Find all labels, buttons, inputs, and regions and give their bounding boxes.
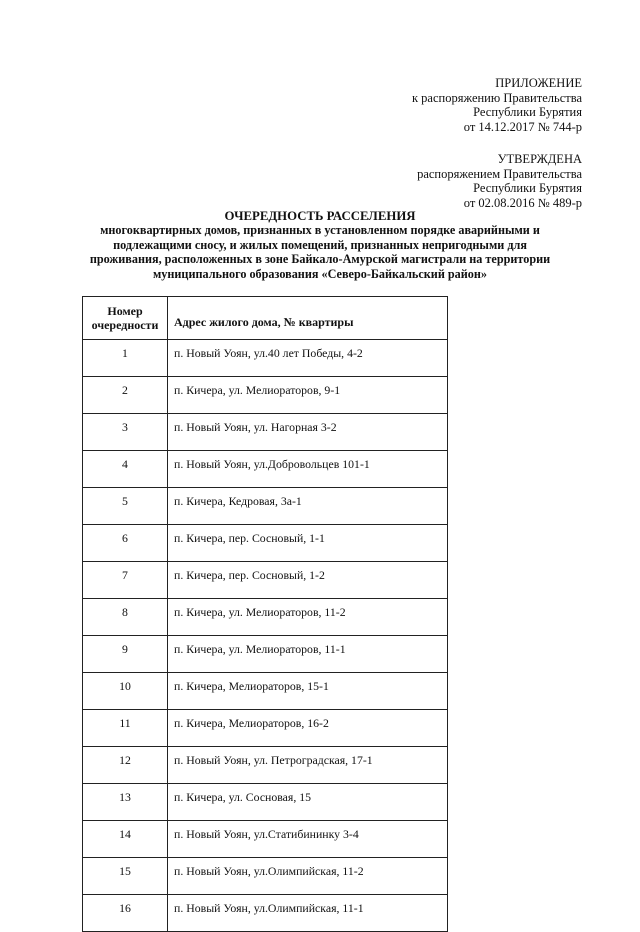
queue-number-cell: 4 — [83, 451, 168, 488]
address-cell: п. Кичера, ул. Мелиораторов, 11-2 — [168, 599, 448, 636]
table-row — [83, 599, 448, 636]
queue-number-cell: 15 — [83, 858, 168, 895]
address-cell: п. Кичера, Кедровая, 3а-1 — [168, 488, 448, 525]
address-cell: п. Кичера, пер. Сосновый, 1-2 — [168, 562, 448, 599]
document-title: ОЧЕРЕДНОСТЬ РАССЕЛЕНИЯ — [224, 209, 416, 223]
address-cell: п. Новый Уоян, ул.Олимпийская, 11-1 — [168, 895, 448, 932]
queue-number-cell: 12 — [83, 747, 168, 784]
document-subtitle-line: многоквартирных домов, признанных в установленном порядке аварийными и — [100, 223, 540, 238]
document-subtitle-line: подлежащими сносу, и жилых помещений, признанных непригодными для — [113, 237, 527, 252]
table-row — [83, 340, 448, 377]
queue-number-cell: 7 — [83, 562, 168, 599]
queue-number-cell: 14 — [83, 821, 168, 858]
address-cell: п. Кичера, ул. Сосновая, 15 — [168, 784, 448, 821]
address-cell: п. Кичера, пер. Сосновый, 1-1 — [168, 525, 448, 562]
table-row — [83, 710, 448, 747]
table-row — [83, 747, 448, 784]
appendix-line: Республики Бурятия — [473, 105, 582, 120]
table-row — [83, 377, 448, 414]
address-cell: п. Новый Уоян, ул. Нагорная 3-2 — [168, 414, 448, 451]
queue-number-cell: 10 — [83, 673, 168, 710]
table-row — [83, 488, 448, 525]
queue-number-cell: 6 — [83, 525, 168, 562]
table-row — [83, 451, 448, 488]
document-subtitle-line: проживания, расположенных в зоне Байкало-Амурской магистрали на территории — [89, 252, 551, 267]
table-row — [83, 784, 448, 821]
approval-title: УТВЕРЖДЕНА — [497, 152, 582, 166]
queue-number-cell: 11 — [83, 710, 168, 747]
queue-number-cell: 9 — [83, 636, 168, 673]
queue-number-cell: 16 — [83, 895, 168, 932]
resettlement-table — [82, 296, 448, 932]
queue-number-header — [83, 297, 168, 340]
address-cell: п. Новый Уоян, ул.Статибининку 3-4 — [168, 821, 448, 858]
document-subtitle-line: муниципального образования «Северо-Байкальский район» — [152, 266, 487, 281]
document-heading — [80, 209, 560, 281]
table-row — [83, 414, 448, 451]
table-row — [83, 673, 448, 710]
address-cell: п. Новый Уоян, ул.Добровольцев 101-1 — [168, 451, 448, 488]
table-row — [83, 636, 448, 673]
approval-header — [417, 152, 582, 210]
header-text: Номер — [107, 304, 143, 318]
appendix-line: от 14.12.2017 № 744-р — [463, 119, 582, 134]
address-cell: п. Кичера, Мелиораторов, 16-2 — [168, 710, 448, 747]
table-row — [83, 525, 448, 562]
table-row — [83, 821, 448, 858]
queue-number-cell: 2 — [83, 377, 168, 414]
header-text: очередности — [91, 318, 159, 332]
table-row — [83, 562, 448, 599]
address-cell: п. Кичера, ул. Мелиораторов, 11-1 — [168, 636, 448, 673]
appendix-title: ПРИЛОЖЕНИЕ — [495, 76, 582, 90]
queue-number-cell: 3 — [83, 414, 168, 451]
table-header-row — [83, 297, 448, 340]
address-cell: п. Кичера, Мелиораторов, 15-1 — [168, 673, 448, 710]
queue-number-cell: 5 — [83, 488, 168, 525]
address-cell: п. Кичера, ул. Мелиораторов, 9-1 — [168, 377, 448, 414]
queue-number-cell: 13 — [83, 784, 168, 821]
table-body — [83, 340, 448, 932]
approval-line: распоряжением Правительства — [417, 166, 582, 181]
address-header: Адрес жилого дома, № квартиры — [168, 297, 448, 340]
queue-number-cell: 8 — [83, 599, 168, 636]
approval-line: от 02.08.2016 № 489-р — [463, 195, 582, 210]
queue-number-cell: 1 — [83, 340, 168, 377]
approval-line: Республики Бурятия — [473, 181, 582, 196]
table-row — [83, 858, 448, 895]
address-cell: п. Новый Уоян, ул.40 лет Победы, 4-2 — [168, 340, 448, 377]
address-cell: п. Новый Уоян, ул.Олимпийская, 11-2 — [168, 858, 448, 895]
appendix-line: к распоряжению Правительства — [411, 90, 582, 105]
address-cell: п. Новый Уоян, ул. Петроградская, 17-1 — [168, 747, 448, 784]
table-row — [83, 895, 448, 932]
appendix-header — [412, 76, 582, 134]
